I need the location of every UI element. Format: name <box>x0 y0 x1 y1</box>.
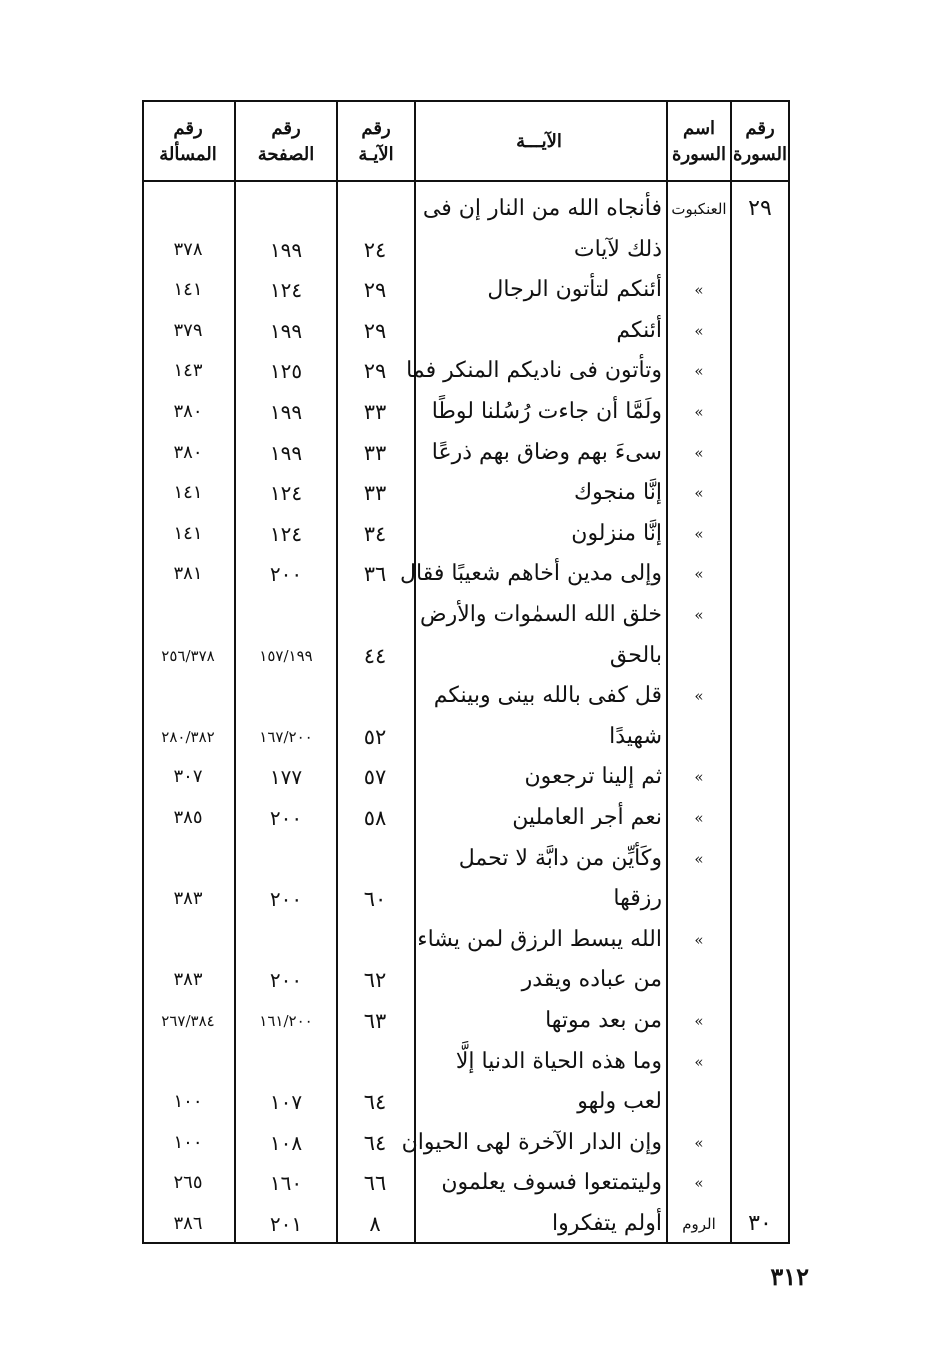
sura-number-cell <box>732 677 788 715</box>
header-aya-number: رقم الآيـة <box>358 118 394 165</box>
sura-number-cell <box>732 880 788 918</box>
verse-cell: رزقها <box>613 886 662 912</box>
aya-number-cell: ٨ <box>369 1212 381 1236</box>
aya-number-cell <box>338 677 412 715</box>
verse-cell: ثم إلينا ترجعون <box>524 764 662 790</box>
page-number-cell: ٢٠٠ <box>269 968 303 993</box>
table-row <box>144 231 788 269</box>
issue-number-cell: ٣٨٠ <box>173 441 203 463</box>
issue-number-cell <box>142 1043 234 1081</box>
sura-number-cell <box>732 1043 788 1081</box>
table-row <box>144 880 788 918</box>
table-row <box>144 758 788 796</box>
verse-cell: ولَمَّا أن جاءت رُسُلنا لوطًا <box>431 399 662 424</box>
verse-cell: وما هذه الحياة الدنيا إلَّا <box>455 1048 662 1074</box>
table-row <box>144 1002 788 1040</box>
page-number-cell <box>236 677 336 715</box>
sura-number-cell <box>732 393 788 431</box>
aya-number-cell: ٦٠ <box>363 887 387 912</box>
sura-number-cell <box>732 1083 788 1121</box>
table-row <box>144 352 788 390</box>
issue-number-cell: ٣٧٩ <box>173 319 203 341</box>
verse-cell: إنَّا منزلون <box>571 520 662 546</box>
verse-cell: وتأتون فى ناديكم المنكر فما <box>406 358 662 384</box>
verse-cell: لعب ولهو <box>577 1089 662 1115</box>
aya-number-cell: ٢٩ <box>363 359 387 384</box>
issue-number-cell: ٣٨٣ <box>173 969 203 991</box>
page-number-cell: ١٦٧/٢٠٠ <box>259 727 313 746</box>
aya-number-cell: ٣٣ <box>363 440 387 465</box>
table-row <box>144 799 788 837</box>
aya-number-cell: ٢٩ <box>363 278 387 303</box>
verse-cell: بالحق <box>609 642 662 668</box>
issue-number-cell: ٣٠٧ <box>173 766 203 788</box>
sura-number-cell <box>732 271 788 309</box>
page-number-cell: ١٩٩ <box>269 440 303 465</box>
sura-name-cell: » <box>694 524 704 543</box>
verse-cell: وليتمتعوا فسوف يعلمون <box>441 1170 662 1196</box>
aya-number-cell: ٦٦ <box>363 1171 387 1196</box>
table-row <box>144 961 788 999</box>
index-table <box>142 100 790 1244</box>
issue-number-cell: ٢٦٥ <box>173 1172 203 1194</box>
sura-name-cell: » <box>694 565 704 584</box>
sura-number-cell <box>732 718 788 756</box>
header-page-number: رقم الصفحة <box>257 118 315 165</box>
issue-number-cell: ٢٨٠/٣٨٢ <box>161 727 215 746</box>
page-number-cell: ١٠٧ <box>269 1090 303 1115</box>
sura-name-cell: الروم <box>682 1215 716 1233</box>
aya-number-cell: ٣٣ <box>363 481 387 506</box>
table-row <box>144 190 788 228</box>
page-number-cell: ١٧٧ <box>269 765 303 790</box>
verse-cell: أولم يتفكروا <box>552 1211 662 1236</box>
page-number: ٣١٢ <box>770 1262 809 1291</box>
issue-number-cell <box>142 840 234 878</box>
sura-number-cell <box>732 799 788 837</box>
verse-cell: أئنكم لتأتون الرجال <box>487 277 662 303</box>
table-row <box>144 596 788 634</box>
sura-name-cell: العنكبوت <box>671 200 727 218</box>
issue-number-cell <box>142 190 234 228</box>
aya-number-cell: ٤٤ <box>363 643 387 668</box>
aya-number-cell: ٦٢ <box>363 968 387 993</box>
sura-number-cell <box>732 555 788 593</box>
sura-name-cell: » <box>694 1012 704 1030</box>
table-row <box>144 515 788 553</box>
sura-number-cell <box>732 515 788 553</box>
verse-cell: وإلى مدين أخاهم شعيبًا فقال <box>400 561 662 587</box>
sura-number-cell <box>732 352 788 390</box>
page-number-cell: ١٦١/٢٠٠ <box>259 1012 313 1030</box>
table-row <box>144 1164 788 1202</box>
sura-name-cell: » <box>694 281 704 300</box>
sura-name-cell: » <box>694 443 704 462</box>
aya-number-cell: ٥٨ <box>363 806 387 830</box>
sura-name-cell: » <box>694 1174 704 1193</box>
page-number-cell: ١٥٧/١٩٩ <box>259 646 313 665</box>
sura-number-cell: ٣٠ <box>748 1211 772 1236</box>
page-number-cell: ١٩٩ <box>269 400 303 424</box>
page-number-cell: ١٢٥ <box>269 359 303 384</box>
sura-number-cell <box>732 1002 788 1040</box>
sura-number-cell <box>732 474 788 512</box>
table-row <box>144 393 788 431</box>
page-number-cell: ١٢٤ <box>269 278 303 303</box>
verse-cell: شهيدًا <box>609 723 662 749</box>
page-number-cell: ١٩٩ <box>269 237 303 262</box>
sura-name-cell <box>668 231 730 269</box>
page-number-cell <box>236 190 336 228</box>
verse-cell: خلق الله السمٰوات والأرض <box>420 602 662 627</box>
table-row <box>144 555 788 593</box>
sura-name-cell: » <box>694 321 704 340</box>
verse-cell: من بعد موتها <box>545 1008 662 1033</box>
verse-cell: إنَّا منجوك <box>573 480 662 506</box>
sura-number-cell <box>732 1124 788 1162</box>
issue-number-cell: ٢٦٧/٣٨٤ <box>161 1012 215 1030</box>
issue-number-cell <box>142 921 234 959</box>
page-number-cell: ٢٠٠ <box>269 887 303 912</box>
sura-name-cell: » <box>694 768 704 787</box>
issue-number-cell: ١٤١ <box>173 522 203 544</box>
verse-cell: وكَأيِّن من دابَّة لا تحمل <box>458 845 662 871</box>
verse-cell: قل كفى بالله بينى وبينكم <box>433 683 662 709</box>
sura-number-cell <box>732 312 788 350</box>
page-number-cell <box>236 1043 336 1081</box>
table-row <box>144 271 788 309</box>
table-row <box>144 1083 788 1121</box>
sura-number-cell: ٢٩ <box>748 196 772 221</box>
aya-number-cell: ٦٤ <box>363 1090 387 1115</box>
aya-number-cell: ٣٤ <box>363 521 387 546</box>
issue-number-cell: ٣٨١ <box>173 563 203 585</box>
page-number-cell <box>236 921 336 959</box>
sura-name-cell <box>668 718 730 756</box>
table-row <box>144 921 788 959</box>
sura-name-cell: » <box>694 930 704 949</box>
issue-number-cell: ١٤١ <box>173 279 203 301</box>
header-divider <box>144 180 788 182</box>
sura-name-cell <box>668 961 730 999</box>
table-row <box>144 718 788 756</box>
page-number-cell: ١٠٨ <box>269 1130 303 1155</box>
sura-number-cell <box>732 961 788 999</box>
page-number-cell <box>236 596 336 634</box>
aya-number-cell <box>338 840 412 878</box>
header-verse: الآيـــة <box>516 131 562 152</box>
aya-number-cell: ٥٢ <box>363 724 387 749</box>
sura-number-cell <box>732 434 788 472</box>
table-row <box>144 312 788 350</box>
aya-number-cell <box>338 921 412 959</box>
sura-number-cell <box>732 921 788 959</box>
verse-cell: من عباده ويقدر <box>521 967 662 993</box>
table-row <box>144 840 788 878</box>
verse-cell: سىءَ بهم وضاق بهم ذرعًا <box>431 439 662 465</box>
verse-cell: ذلك لآيات <box>573 236 662 262</box>
sura-number-cell <box>732 840 788 878</box>
issue-number-cell: ٣٨٠ <box>173 401 203 422</box>
table-row <box>144 637 788 675</box>
issue-number-cell: ٣٨٦ <box>173 1213 203 1234</box>
sura-name-cell: » <box>694 362 704 381</box>
table-row <box>144 1205 788 1243</box>
sura-number-cell <box>732 1164 788 1202</box>
aya-number-cell: ٢٤ <box>363 237 387 262</box>
verse-cell: وإن الدار الآخرة لهى الحيوان <box>401 1129 662 1155</box>
sura-name-cell: » <box>694 687 704 706</box>
page-number-cell: ٢٠٠ <box>269 806 303 830</box>
aya-number-cell: ٦٣ <box>363 1009 387 1033</box>
verse-cell: الله يبسط الرزق لمن يشاء <box>417 926 662 952</box>
sura-number-cell <box>732 231 788 269</box>
verse-cell: أئنكم <box>616 317 662 343</box>
issue-number-cell <box>142 677 234 715</box>
aya-number-cell <box>338 596 412 634</box>
sura-number-cell <box>732 637 788 675</box>
sura-name-cell: » <box>694 606 704 624</box>
aya-number-cell: ٣٦ <box>363 562 387 587</box>
table-row <box>144 677 788 715</box>
sura-name-cell: » <box>694 1052 704 1071</box>
issue-number-cell: ٣٨٣ <box>173 888 203 910</box>
aya-number-cell: ٣٣ <box>363 400 387 424</box>
issue-number-cell <box>142 596 234 634</box>
sura-number-cell <box>732 758 788 796</box>
page-number-cell: ١٩٩ <box>269 318 303 343</box>
issue-number-cell: ٢٥٦/٣٧٨ <box>161 646 215 665</box>
sura-name-cell: » <box>694 809 704 827</box>
sura-name-cell <box>668 880 730 918</box>
header-issue-number: رقم المسألة <box>159 118 217 165</box>
verse-cell: نعم أجر العاملين <box>512 805 662 830</box>
sura-name-cell: » <box>694 403 704 421</box>
issue-number-cell: ١٠٠ <box>173 1091 203 1113</box>
issue-number-cell: ١٤١ <box>173 482 203 504</box>
sura-name-cell: » <box>694 484 704 503</box>
page-number-cell: ١٦٠ <box>269 1171 303 1196</box>
sura-name-cell: » <box>694 1133 704 1152</box>
aya-number-cell <box>338 1043 412 1081</box>
sura-name-cell: » <box>694 849 704 868</box>
header-sura-number: رقم السورة <box>733 118 787 165</box>
aya-number-cell: ٢٩ <box>363 318 387 343</box>
issue-number-cell: ١٤٣ <box>173 360 203 382</box>
aya-number-cell: ٥٧ <box>363 765 387 790</box>
page-number-cell: ٢٠١ <box>269 1212 303 1236</box>
verse-cell: فأنجاه الله من النار إن فى <box>422 196 662 221</box>
table-row <box>144 1043 788 1081</box>
issue-number-cell: ٣٧٨ <box>173 238 203 260</box>
page-number-cell <box>236 840 336 878</box>
issue-number-cell: ٣٨٥ <box>173 807 203 828</box>
sura-name-cell <box>668 637 730 675</box>
aya-number-cell <box>338 190 412 228</box>
table-row <box>144 474 788 512</box>
aya-number-cell: ٦٤ <box>363 1130 387 1155</box>
header-sura-name: اسم السورة <box>672 118 726 165</box>
page-number-cell: ٢٠٠ <box>269 562 303 587</box>
issue-number-cell: ١٠٠ <box>173 1131 203 1153</box>
page-number-cell: ١٢٤ <box>269 521 303 546</box>
table-row <box>144 1124 788 1162</box>
page-number-cell: ١٢٤ <box>269 481 303 506</box>
sura-number-cell <box>732 596 788 634</box>
table-row <box>144 434 788 472</box>
sura-name-cell <box>668 1083 730 1121</box>
